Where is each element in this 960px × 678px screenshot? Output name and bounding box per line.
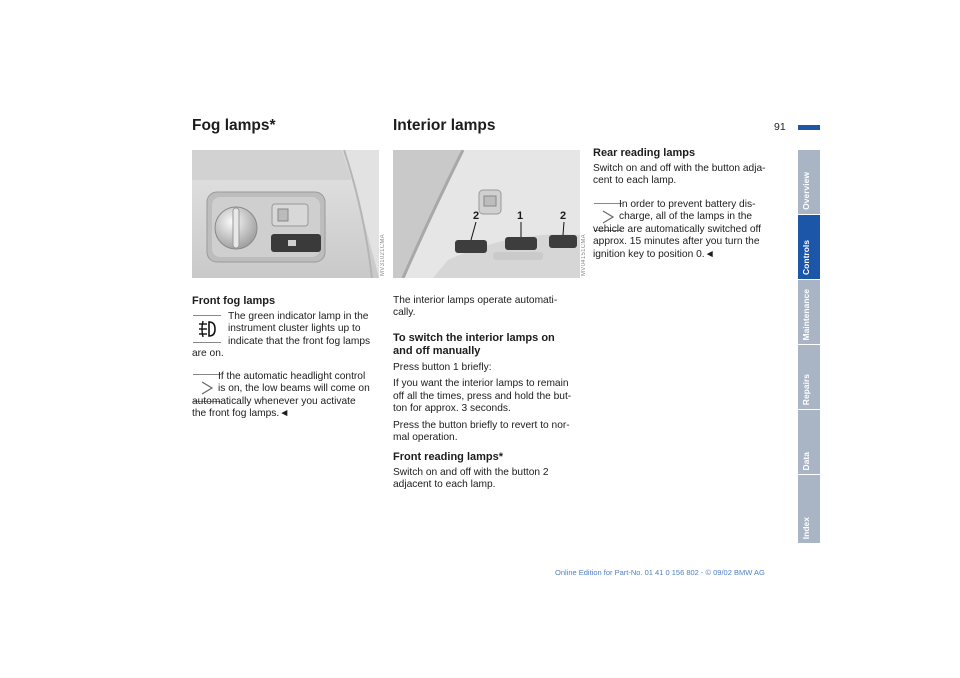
callout-2-left: 2 bbox=[473, 210, 480, 222]
tab-maintenance[interactable] bbox=[798, 280, 820, 345]
interior-lamps-photo bbox=[393, 150, 580, 278]
note-text-line: If the automatic headlight control bbox=[218, 371, 366, 382]
note-text-line: is on, the low beams will come on bbox=[218, 383, 370, 395]
fog-text-line: indicate that the front fog lamps bbox=[228, 335, 371, 347]
switch-p2-line: ton for approx. 3 seconds. bbox=[393, 403, 511, 415]
battery-note-line: charge, all of the lamps in the bbox=[619, 211, 753, 223]
switch-p3-line: Press the button briefly to revert to nor- bbox=[393, 419, 570, 431]
image-code-left: MV31021CMA bbox=[380, 234, 386, 277]
note-text-line: automatically whenever you activate bbox=[192, 396, 356, 407]
tab-index[interactable] bbox=[798, 475, 820, 544]
fog-lamp-icon bbox=[193, 315, 221, 343]
tab-label: Repairs bbox=[801, 373, 811, 405]
footer-edition: Online Edition for Part-No. 01 41 0 156 802 - © 09/02 BMW AG bbox=[555, 568, 765, 577]
callout-2-right: 2 bbox=[560, 210, 567, 222]
switch-p3-line: mal operation. bbox=[393, 432, 458, 444]
note-text-line: the front fog lamps.◄ bbox=[192, 408, 290, 420]
switch-p1: Press button 1 briefly: bbox=[393, 362, 492, 373]
headlight-switch-photo bbox=[192, 150, 379, 278]
intro-line: The interior lamps operate automati- bbox=[393, 295, 558, 306]
battery-note-line: approx. 15 minutes after you turn the bbox=[593, 236, 760, 248]
battery-note-line: ignition key to position 0.◄ bbox=[593, 248, 715, 260]
switch-heading-line: To switch the interior lamps on bbox=[393, 332, 555, 344]
rear-line: cent to each lamp. bbox=[593, 175, 677, 187]
tab-repairs[interactable] bbox=[798, 345, 820, 410]
image-code-middle: MV04151CMA bbox=[581, 234, 587, 277]
tab-controls[interactable] bbox=[798, 215, 820, 280]
tab-label: Overview bbox=[801, 172, 811, 210]
switch-p2-line: off all the times, press and hold the but- bbox=[393, 390, 572, 402]
page-number: 91 bbox=[774, 121, 786, 133]
rear-reading-heading: Rear reading lamps bbox=[593, 147, 696, 159]
battery-note-line: In order to prevent battery dis- bbox=[619, 199, 756, 210]
front-fog-lamps-heading: Front fog lamps bbox=[192, 295, 276, 307]
tab-label: Data bbox=[801, 451, 811, 470]
tab-label: Maintenance bbox=[801, 288, 811, 340]
interior-lamps-title: Interior lamps bbox=[393, 117, 496, 134]
callout-1: 1 bbox=[517, 210, 524, 222]
fog-text-line: The green indicator lamp in the bbox=[228, 311, 369, 322]
intro-line: cally. bbox=[393, 307, 416, 319]
tab-data[interactable] bbox=[798, 410, 820, 475]
tab-overview[interactable] bbox=[798, 150, 820, 215]
front-reading-line: adjacent to each lamp. bbox=[393, 479, 496, 491]
rear-line: Switch on and off with the button adja- bbox=[593, 163, 766, 174]
fog-text-line: instrument cluster lights up to bbox=[228, 323, 361, 335]
switch-heading-line: and off manually bbox=[393, 345, 481, 357]
battery-note-line: vehicle are automatically switched off bbox=[593, 224, 761, 235]
front-reading-heading: Front reading lamps* bbox=[393, 451, 504, 463]
fog-text-line: are on. bbox=[192, 348, 224, 359]
fog-lamps-title: Fog lamps* bbox=[192, 117, 276, 134]
tab-label: Controls bbox=[801, 240, 811, 275]
front-reading-line: Switch on and off with the button 2 bbox=[393, 467, 549, 478]
switch-p2-line: If you want the interior lamps to remain bbox=[393, 378, 569, 390]
page-marker bbox=[798, 125, 820, 130]
tab-label: Index bbox=[801, 516, 811, 539]
